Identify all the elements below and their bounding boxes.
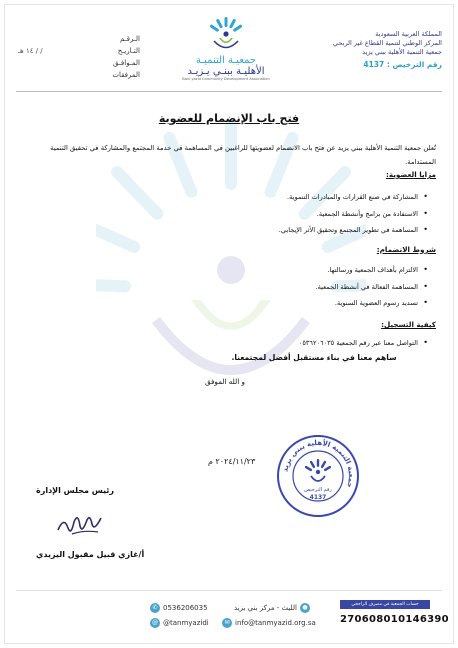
field-label: التـاريـخ <box>117 47 140 55</box>
field-label: المـوافـق <box>113 59 140 67</box>
logo-name-line-1: جمعيـة التنميـة <box>195 55 257 66</box>
list-item: • تسديد رسوم العضوية السنوية. <box>315 295 428 312</box>
social-icon: @ <box>152 619 158 626</box>
section-benefits-heading: مزايا العضوية: <box>385 170 436 179</box>
footer-divider <box>16 590 442 591</box>
phone-icon: ✆ <box>150 603 160 613</box>
logo-name-line-2: الأهليـة ببنـي يـزيـد <box>187 66 265 77</box>
field-label: المرفقات <box>112 71 140 79</box>
footer-email <box>222 618 316 628</box>
license-number: رقم الترخيص : 4137 <box>363 60 442 69</box>
footer-phone <box>150 603 208 613</box>
closing-line: ساهم معنا في بناء مستقبل أفضل لمجتمعنا. <box>231 353 397 362</box>
stamp-license-label: رقم الترخيص <box>304 487 332 493</box>
letter-title: فتح باب الإنضمام للعضوية <box>158 112 300 125</box>
field-label: الـرقـم <box>119 35 140 43</box>
conditions-list <box>315 262 428 312</box>
org-logo <box>176 16 276 82</box>
section-register-heading: كيفية التسجيل: <box>381 320 436 329</box>
location-icon: ● <box>300 603 310 613</box>
list-item: • المساهمة في تطوير المجتمع وتحقيق الأثر الإيجابي. <box>279 222 428 239</box>
list-item: • المشاركة في صنع القرارات والمبادرات التنموية. <box>279 189 428 206</box>
address-text: الليث - مركز بني يزيد <box>234 604 297 612</box>
social-handle: @tanmyazidi <box>163 619 209 627</box>
phone-number: 0536206035 <box>163 604 208 612</box>
email-address: info@tanmyazid.org.sa <box>235 619 316 627</box>
footer-address <box>234 603 310 613</box>
letter-intro: تُعلن جمعية التنمية الأهلية ببني يزيد عن فتح باب الانضمام لعضويتها للراغبين في المساهمة في خدمة المجتمع والمشاركة في تحقيق التنمية المستدامة. <box>50 144 436 166</box>
list-item: • الالتزام بأهداف الجمعية ورسالتها. <box>315 262 428 279</box>
official-stamp <box>276 434 360 518</box>
stamp-ring-text: جمعية التنمية الأهلية ببني يزيد <box>281 438 356 489</box>
org-header <box>292 30 442 69</box>
org-line: جمعية التنمية الأهلية ببني يزيد <box>362 48 442 56</box>
list-item: • التواصل معنا عبر رقم الجمعية ٠٥٣٦٢٠٦٠٣٥ <box>299 335 428 352</box>
email-icon: ✉ <box>222 618 232 628</box>
register-list <box>299 335 428 352</box>
list-item: • المساهمة الفعالة في أنشطة الجمعية. <box>315 279 428 296</box>
handwritten-signature <box>54 508 108 540</box>
logo-icon <box>209 16 243 50</box>
list-item: • الاستفادة من برامج وأنشطة الجمعية. <box>279 206 428 223</box>
benefits-list <box>279 189 428 239</box>
logo-name-en: Bani yazid Community Development Association <box>182 77 270 81</box>
field-date <box>18 45 140 57</box>
bank-account-number: 270608010146390 <box>340 614 449 625</box>
org-line: المركز الوطني لتنمية القطاع غير الربحي <box>333 39 442 47</box>
closing-wish: و الله الموفق <box>205 377 245 386</box>
section-conditions-heading: شروط الانضمام: <box>376 245 436 254</box>
stamp-license-number: 4137 <box>309 494 327 501</box>
bank-label: حساب الجمعية في مصرف الراجحي <box>340 600 430 609</box>
reference-fields <box>18 33 140 81</box>
field-attachments <box>18 69 140 81</box>
field-number <box>18 33 140 45</box>
signer-name: أ/غازي قبيل مقبول اليزيدي <box>36 550 145 559</box>
field-value: / / ١٤ هـ <box>18 47 43 55</box>
signer-position: رئيس مجلس الإدارة <box>36 486 114 495</box>
org-line: المملكة العربية السعودية <box>375 30 442 38</box>
header-divider <box>16 91 442 92</box>
footer-social <box>150 618 209 628</box>
letter-date: ٢٠٢٤/١١/٢٣ م <box>208 457 256 466</box>
field-corresponding <box>18 57 140 69</box>
